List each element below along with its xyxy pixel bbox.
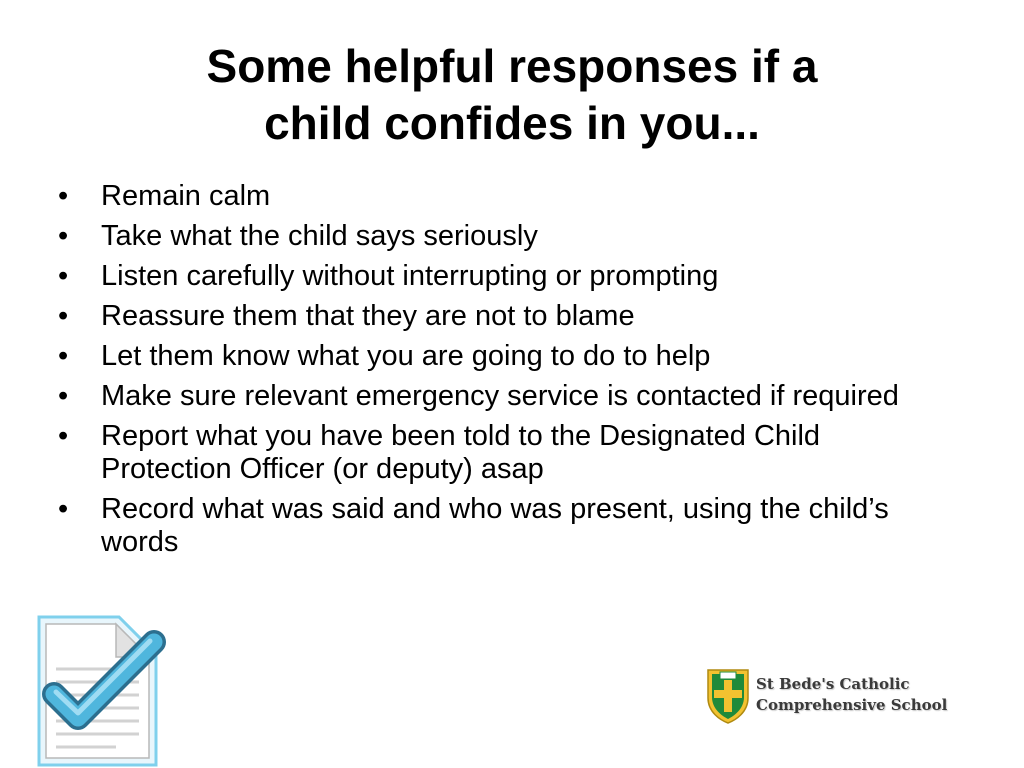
bullet-item [58, 220, 908, 253]
school-name [756, 674, 947, 716]
bullet-dot: • [58, 380, 69, 412]
bullet-dot: • [58, 180, 69, 212]
bullet-dot: • [58, 340, 69, 372]
bullet-item [58, 300, 908, 333]
bullet-dot: • [58, 260, 69, 292]
bullet-text: Make sure relevant emergency service is contacted if required [101, 380, 899, 412]
bullet-text: Remain calm [101, 180, 271, 212]
school-crest-icon [706, 668, 750, 724]
title-line-2: child confides in you... [264, 97, 760, 149]
school-logo [706, 668, 956, 728]
bullet-text: Reassure them that they are not to blame [101, 300, 635, 332]
bullet-item [58, 340, 908, 373]
bullet-list [58, 180, 908, 566]
bullet-item [58, 420, 908, 486]
school-name-line-2: Comprehensive School [756, 696, 948, 714]
title-line-1: Some helpful responses if a [206, 40, 818, 92]
bullet-item [58, 493, 908, 559]
bullet-dot: • [58, 493, 69, 525]
bullet-text: Let them know what you are going to do to help [101, 340, 711, 372]
slide-title [100, 38, 924, 152]
bullet-text: Record what was said and who was present, using the child’s words [101, 493, 889, 558]
bullet-text: Take what the child says seriously [101, 220, 538, 252]
bullet-text: Report what you have been told to the Designated Child Protection Officer (or deputy) asap [101, 420, 821, 485]
bullet-text: Listen carefully without interrupting or prompting [101, 260, 719, 292]
bullet-dot: • [58, 220, 69, 252]
document-checkmark-icon [36, 614, 186, 768]
bullet-dot: • [58, 300, 69, 332]
bullet-item [58, 380, 908, 413]
bullet-item [58, 180, 908, 213]
bullet-dot: • [58, 420, 69, 452]
school-name-line-1: St Bede's Catholic [756, 675, 910, 693]
bullet-item [58, 260, 908, 293]
